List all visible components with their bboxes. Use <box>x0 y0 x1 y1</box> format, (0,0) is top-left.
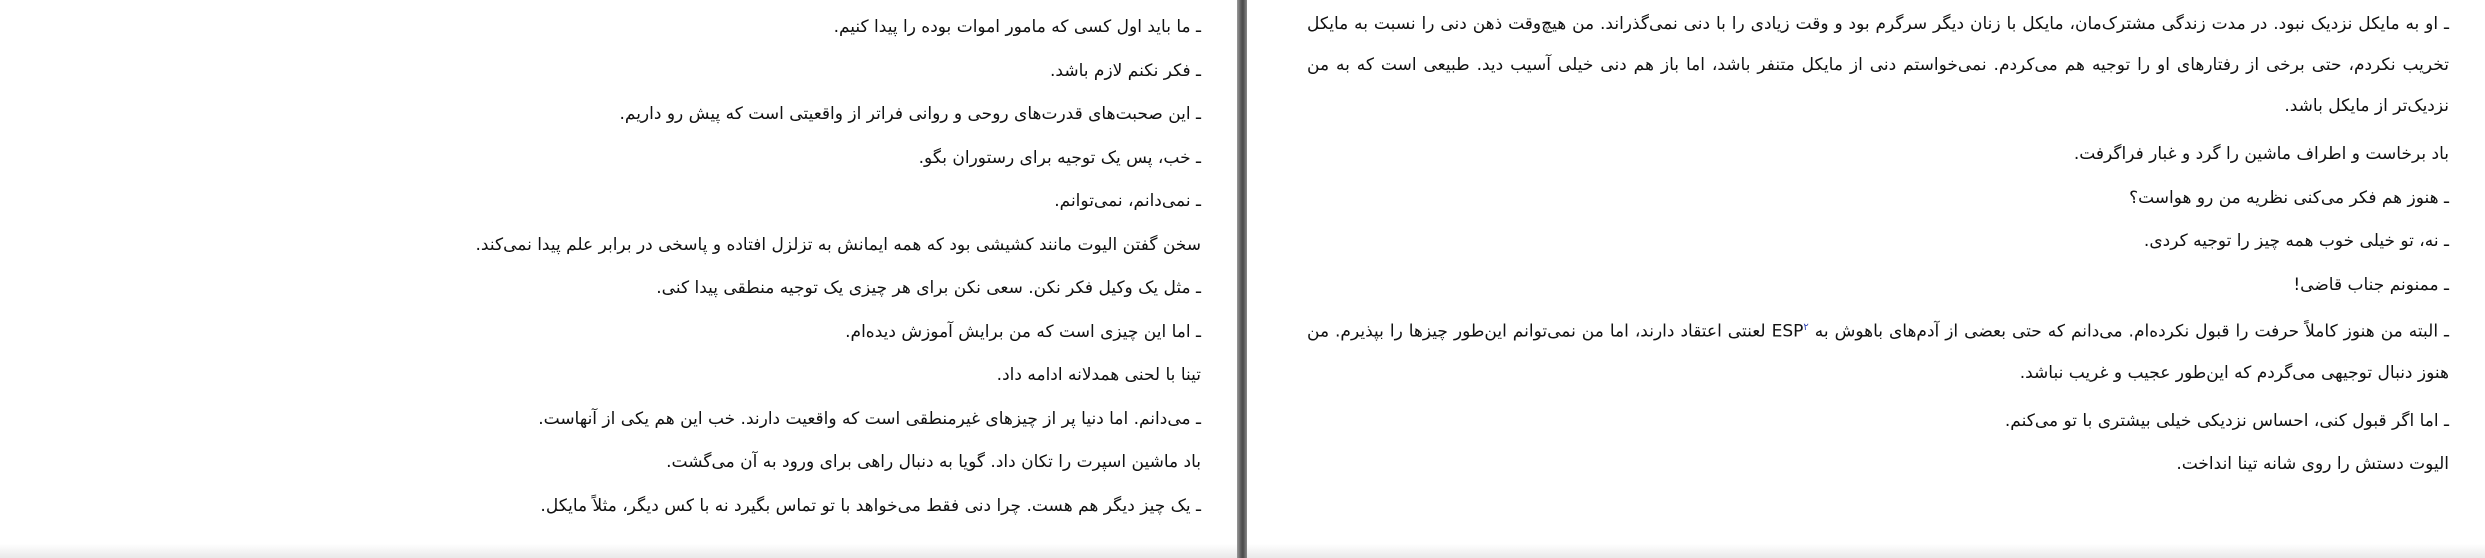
paragraph: ـ هنوز هم فکر می‌کنی نظریه من رو هواست؟ <box>2129 187 2449 208</box>
paragraph: تینا با لحنی همدلانه ادامه داد. <box>996 365 1201 385</box>
paragraph: سخن گفتن الیوت مانند کشیشی بود که همه ایمانش به تزلزل افتاده و پاسخی در برابر علم پیدا نمی‌کند. <box>475 234 1201 255</box>
paragraph: ـ نمی‌دانم، نمی‌توانم. <box>1054 191 1201 211</box>
footnote-marker[interactable]: ۲ <box>1803 322 1809 333</box>
paragraph: ـ او به مایکل نزدیک نبود. در مدت زندگی مشترک‌مان، مایکل با زنان دیگر سرگرم بود و وقت زیادی را با دنی نمی‌گذراند. من هیچ‌وقت ذهن دنی را نسبت به مایکل تخریب نکردم، حتی برخی از رفتارهای او را توجیه هم می‌کردم. نمی‌خواستم دنی از مایکل متنفر باشد، اما باز هم دنی خیلی آسیب دید. طبیعی است که به من نزدیک‌تر از مایکل باشد. <box>1307 14 2449 116</box>
paragraph: ـ یک چیز دیگر هم هست. چرا دنی فقط می‌خواهد با تو تماس بگیرد نه با کس دیگر، مثلاً مایکل. <box>540 495 1201 516</box>
page-gutter <box>1237 0 1247 558</box>
paragraph: ـ ممنونم جناب قاضی! <box>2293 274 2449 295</box>
paragraph: ـ اما این چیزی است که من برایش آموزش دیده‌ام. <box>845 321 1201 342</box>
term-esp: ESP <box>1771 321 1804 342</box>
paragraph: الیوت دستش را روی شانه تینا انداخت. <box>2176 454 2449 475</box>
page-left <box>0 0 1237 558</box>
paragraph: ـ ما باید اول کسی که مامور اموات بوده را پیدا کنیم. <box>833 17 1201 37</box>
paragraph: باد ماشین اسپرت را تکان داد. گویا به دنبال راهی برای ورود به آن می‌گشت. <box>666 452 1201 472</box>
paragraph-text: لعنتی اعتقاد دارند، اما من نمی‌توانم این‌طور چیزها را بپذیرم. من هنوز دنبال توجیهی می‌گردم که این‌طور عجیب و غریب نباشد. <box>1307 321 2449 383</box>
paragraph: ـ اما اگر قبول کنی، احساس نزدیکی خیلی بیشتری با تو می‌کنم. <box>2004 410 2449 431</box>
page-right <box>1247 0 2485 558</box>
paragraph: ـ مثل یک وکیل فکر نکن. سعی نکن برای هر چیزی یک توجیه منطقی پیدا کنی. <box>656 278 1201 298</box>
paragraph: ـ خب، پس یک توجیه برای رستوران بگو. <box>918 147 1201 168</box>
paragraph: ـ فکر نکنم لازم باشد. <box>1050 60 1201 81</box>
paragraph-with-footnote <box>1307 307 2449 394</box>
paragraph: ـ نه، تو خیلی خوب همه چیز را توجیه کردی. <box>2143 231 2449 251</box>
paragraph: ـ می‌دانم. اما دنیا پر از چیزهای غیرمنطقی است که واقعیت دارند. خب این هم یکی از آنهاست. <box>538 408 1201 429</box>
paragraph-text: ـ البته من هنوز کاملاً حرفت را قبول نکرده‌ام. می‌دانم که حتی بعضی از آدم‌های باهوش به <box>1808 321 2450 342</box>
paragraph: باد برخاست و اطراف ماشین را گرد و غبار فراگرفت. <box>2073 144 2449 164</box>
paragraph: ـ این صحبت‌های قدرت‌های روحی و روانی فراتر از واقعیتی است که پیش رو داریم. <box>619 104 1201 124</box>
